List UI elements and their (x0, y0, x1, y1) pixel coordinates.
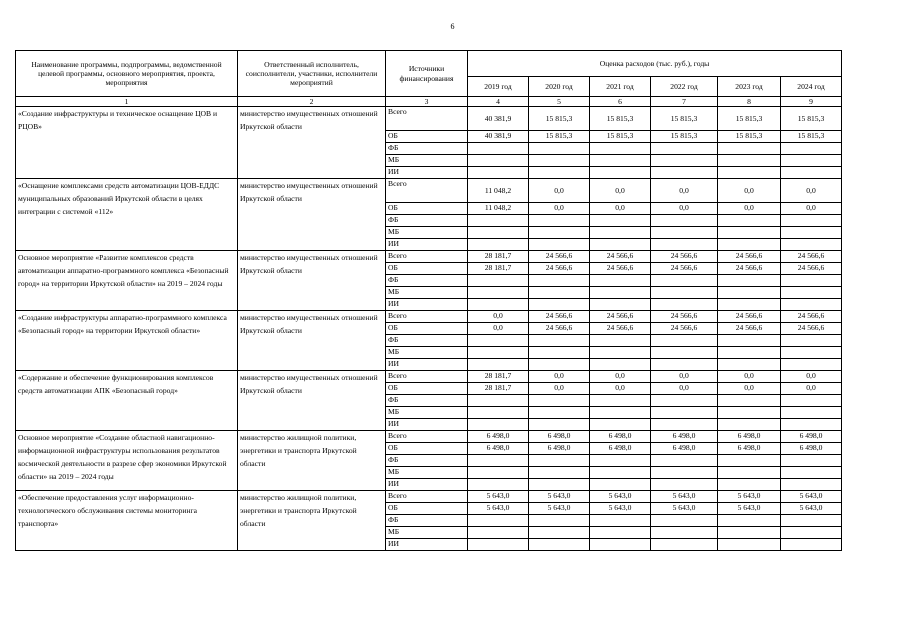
column-number: 4 (468, 97, 529, 107)
value-cell (468, 227, 529, 239)
funding-source-cell: ИИ (386, 479, 468, 491)
program-name-cell: «Содержание и обеспечение функционирования комплексов средств автоматизации АПК «Безопасный город» (16, 371, 238, 431)
value-cell (718, 215, 781, 227)
value-cell (718, 527, 781, 539)
value-cell (590, 239, 651, 251)
executor-cell: министерство имущественных отношений Иркутской области (238, 107, 386, 179)
value-cell: 0,0 (468, 323, 529, 335)
value-cell (529, 155, 590, 167)
value-cell (781, 299, 842, 311)
value-cell (529, 347, 590, 359)
program-name-cell: «Создание инфраструктуры аппаратно-программного комплекса «Безопасный город» на территории Иркутской области» (16, 311, 238, 371)
value-cell: 28 181,7 (468, 263, 529, 275)
value-cell (651, 419, 718, 431)
value-cell (651, 527, 718, 539)
value-cell: 24 566,6 (718, 323, 781, 335)
value-cell: 6 498,0 (781, 431, 842, 443)
value-cell: 24 566,6 (590, 263, 651, 275)
value-cell (590, 347, 651, 359)
value-cell: 24 566,6 (590, 323, 651, 335)
value-cell (718, 239, 781, 251)
value-cell: 11 048,2 (468, 179, 529, 203)
value-cell: 5 643,0 (529, 491, 590, 503)
value-cell: 5 643,0 (718, 491, 781, 503)
value-cell: 15 815,3 (590, 107, 651, 131)
value-cell (529, 215, 590, 227)
value-cell: 28 181,7 (468, 371, 529, 383)
value-cell: 24 566,6 (651, 323, 718, 335)
table-row (16, 431, 842, 443)
value-cell: 24 566,6 (718, 251, 781, 263)
value-cell (590, 395, 651, 407)
value-cell (468, 359, 529, 371)
funding-source-cell: МБ (386, 407, 468, 419)
value-cell (468, 455, 529, 467)
value-cell (781, 455, 842, 467)
funding-source-cell: ОБ (386, 203, 468, 215)
expense-table (15, 50, 842, 551)
table-body (16, 107, 842, 551)
program-name-cell: «Оснащение комплексами средств автоматизации ЦОВ-ЕДДС муниципальных образований Иркутской области в целях интеграции с системой «112» (16, 179, 238, 251)
value-cell (718, 287, 781, 299)
value-cell (651, 479, 718, 491)
value-cell (590, 515, 651, 527)
value-cell: 24 566,6 (718, 263, 781, 275)
value-cell (651, 335, 718, 347)
funding-source-cell: ОБ (386, 383, 468, 395)
value-cell (718, 467, 781, 479)
value-cell (651, 407, 718, 419)
funding-source-cell: Всего (386, 311, 468, 323)
executor-cell: министерство имущественных отношений Иркутской области (238, 251, 386, 311)
value-cell (781, 239, 842, 251)
value-cell (718, 407, 781, 419)
value-cell (590, 455, 651, 467)
program-name-cell: Основное мероприятие «Создание областной навигационно-информационной инфраструктуры использования результатов космической деятельности в разрезе сфер экономики Иркутской области» на 2019 – 2024 годы (16, 431, 238, 491)
value-cell (468, 239, 529, 251)
value-cell (590, 479, 651, 491)
page-number: 6 (450, 22, 455, 31)
value-cell (590, 359, 651, 371)
header-source: Источники финансирования (386, 51, 468, 97)
header-year: 2023 год (718, 77, 781, 97)
value-cell (781, 395, 842, 407)
column-number: 7 (651, 97, 718, 107)
column-number: 2 (238, 97, 386, 107)
value-cell (651, 167, 718, 179)
program-name-cell: Основное мероприятие «Развитие комплексов средств автоматизации аппаратно-программного комплекса «Безопасный город» на территории Иркутской области» на 2019 – 2024 годы (16, 251, 238, 311)
value-cell: 15 815,3 (718, 107, 781, 131)
funding-source-cell: Всего (386, 431, 468, 443)
value-cell (718, 347, 781, 359)
value-cell (781, 155, 842, 167)
value-cell: 15 815,3 (529, 131, 590, 143)
funding-source-cell: Всего (386, 491, 468, 503)
value-cell (590, 155, 651, 167)
funding-source-cell: ИИ (386, 167, 468, 179)
value-cell: 5 643,0 (590, 503, 651, 515)
value-cell: 0,0 (590, 371, 651, 383)
value-cell (781, 359, 842, 371)
funding-source-cell: МБ (386, 155, 468, 167)
value-cell (781, 407, 842, 419)
value-cell (590, 467, 651, 479)
table-row (16, 311, 842, 323)
value-cell (529, 467, 590, 479)
value-cell: 6 498,0 (718, 443, 781, 455)
value-cell (529, 275, 590, 287)
program-name-cell: «Обеспечение предоставления услуг информационно-технологического обслуживания системы мониторинга транспорта» (16, 491, 238, 551)
table-row (16, 107, 842, 131)
value-cell: 28 181,7 (468, 383, 529, 395)
value-cell: 5 643,0 (781, 503, 842, 515)
value-cell: 24 566,6 (529, 323, 590, 335)
value-cell: 6 498,0 (651, 431, 718, 443)
value-cell: 6 498,0 (590, 443, 651, 455)
value-cell (590, 335, 651, 347)
value-cell (781, 539, 842, 551)
funding-source-cell: ФБ (386, 335, 468, 347)
value-cell (718, 167, 781, 179)
value-cell: 0,0 (651, 383, 718, 395)
value-cell: 0,0 (781, 371, 842, 383)
funding-source-cell: МБ (386, 287, 468, 299)
value-cell: 24 566,6 (781, 323, 842, 335)
value-cell (468, 335, 529, 347)
value-cell: 0,0 (781, 203, 842, 215)
value-cell (529, 227, 590, 239)
value-cell (651, 215, 718, 227)
column-number: 8 (718, 97, 781, 107)
value-cell (718, 419, 781, 431)
value-cell (590, 419, 651, 431)
value-cell (781, 515, 842, 527)
value-cell (651, 227, 718, 239)
value-cell: 5 643,0 (781, 491, 842, 503)
value-cell: 0,0 (718, 371, 781, 383)
value-cell (718, 539, 781, 551)
value-cell (468, 395, 529, 407)
value-cell: 6 498,0 (651, 443, 718, 455)
executor-cell: министерство жилищной политики, энергетики и транспорта Иркутской области (238, 431, 386, 491)
value-cell: 24 566,6 (529, 263, 590, 275)
value-cell (468, 515, 529, 527)
value-cell (529, 299, 590, 311)
header-year: 2019 год (468, 77, 529, 97)
value-cell: 0,0 (468, 311, 529, 323)
funding-source-cell: ФБ (386, 143, 468, 155)
funding-source-cell: ИИ (386, 539, 468, 551)
value-cell (781, 527, 842, 539)
executor-cell: министерство имущественных отношений Иркутской области (238, 311, 386, 371)
value-cell: 15 815,3 (718, 131, 781, 143)
value-cell: 6 498,0 (718, 431, 781, 443)
funding-source-cell: ИИ (386, 419, 468, 431)
value-cell (468, 527, 529, 539)
value-cell: 0,0 (718, 383, 781, 395)
value-cell: 6 498,0 (590, 431, 651, 443)
value-cell (590, 299, 651, 311)
value-cell: 24 566,6 (529, 251, 590, 263)
value-cell (590, 527, 651, 539)
table-row (16, 251, 842, 263)
column-number: 6 (590, 97, 651, 107)
value-cell (781, 479, 842, 491)
funding-source-cell: ОБ (386, 131, 468, 143)
value-cell: 6 498,0 (468, 443, 529, 455)
value-cell (590, 539, 651, 551)
value-cell: 5 643,0 (529, 503, 590, 515)
value-cell: 24 566,6 (651, 311, 718, 323)
funding-source-cell: ОБ (386, 443, 468, 455)
value-cell: 0,0 (651, 179, 718, 203)
value-cell (651, 359, 718, 371)
value-cell (529, 515, 590, 527)
value-cell: 5 643,0 (590, 491, 651, 503)
value-cell (781, 275, 842, 287)
executor-cell: министерство имущественных отношений Иркутской области (238, 371, 386, 431)
funding-source-cell: ОБ (386, 263, 468, 275)
value-cell: 5 643,0 (468, 491, 529, 503)
value-cell: 15 815,3 (781, 107, 842, 131)
value-cell (529, 167, 590, 179)
value-cell (718, 275, 781, 287)
value-cell (718, 227, 781, 239)
value-cell: 0,0 (590, 203, 651, 215)
header-year: 2021 год (590, 77, 651, 97)
value-cell (529, 419, 590, 431)
value-cell: 0,0 (590, 383, 651, 395)
value-cell (529, 539, 590, 551)
value-cell (468, 539, 529, 551)
funding-source-cell: Всего (386, 371, 468, 383)
header-executor: Ответственный исполнитель, соисполнители, участники, исполнители мероприятий (238, 51, 386, 97)
value-cell (718, 359, 781, 371)
value-cell: 0,0 (590, 179, 651, 203)
value-cell (651, 143, 718, 155)
funding-source-cell: Всего (386, 107, 468, 131)
value-cell: 0,0 (718, 203, 781, 215)
funding-source-cell: ИИ (386, 299, 468, 311)
value-cell (651, 299, 718, 311)
value-cell: 24 566,6 (781, 251, 842, 263)
value-cell: 24 566,6 (590, 251, 651, 263)
column-number: 9 (781, 97, 842, 107)
value-cell (781, 419, 842, 431)
value-cell: 5 643,0 (468, 503, 529, 515)
value-cell (590, 407, 651, 419)
funding-source-cell: Всего (386, 179, 468, 203)
value-cell: 0,0 (529, 203, 590, 215)
value-cell (781, 143, 842, 155)
value-cell (718, 155, 781, 167)
value-cell: 5 643,0 (718, 503, 781, 515)
funding-source-cell: ФБ (386, 395, 468, 407)
value-cell: 0,0 (781, 179, 842, 203)
value-cell (468, 479, 529, 491)
funding-source-cell: МБ (386, 227, 468, 239)
value-cell: 6 498,0 (781, 443, 842, 455)
column-number: 5 (529, 97, 590, 107)
header-program: Наименование программы, подпрограммы, ведомственной целевой программы, основного мероприятия, проекта, мероприятия (16, 51, 238, 97)
value-cell (468, 215, 529, 227)
executor-cell: министерство жилищной политики, энергетики и транспорта Иркутской области (238, 491, 386, 551)
value-cell (468, 275, 529, 287)
value-cell: 15 815,3 (651, 107, 718, 131)
funding-source-cell: ИИ (386, 239, 468, 251)
value-cell (651, 467, 718, 479)
value-cell (651, 347, 718, 359)
value-cell (718, 143, 781, 155)
value-cell: 15 815,3 (781, 131, 842, 143)
value-cell (718, 515, 781, 527)
funding-source-cell: ФБ (386, 275, 468, 287)
value-cell (468, 167, 529, 179)
value-cell: 24 566,6 (781, 311, 842, 323)
table-row (16, 491, 842, 503)
value-cell (529, 479, 590, 491)
value-cell (529, 335, 590, 347)
value-cell (468, 467, 529, 479)
value-cell: 40 381,9 (468, 131, 529, 143)
funding-source-cell: МБ (386, 527, 468, 539)
value-cell (590, 215, 651, 227)
value-cell (651, 395, 718, 407)
value-cell (529, 407, 590, 419)
value-cell: 0,0 (529, 371, 590, 383)
header-year: 2022 год (651, 77, 718, 97)
value-cell: 24 566,6 (651, 251, 718, 263)
value-cell (651, 287, 718, 299)
value-cell: 6 498,0 (529, 443, 590, 455)
value-cell (651, 239, 718, 251)
value-cell (468, 347, 529, 359)
table-row (16, 179, 842, 203)
value-cell (529, 395, 590, 407)
funding-source-cell: Всего (386, 251, 468, 263)
value-cell: 15 815,3 (529, 107, 590, 131)
value-cell (781, 287, 842, 299)
value-cell: 24 566,6 (651, 263, 718, 275)
value-cell (781, 347, 842, 359)
value-cell (590, 275, 651, 287)
value-cell: 6 498,0 (529, 431, 590, 443)
value-cell: 0,0 (718, 179, 781, 203)
value-cell (590, 287, 651, 299)
value-cell (468, 155, 529, 167)
value-cell (468, 419, 529, 431)
value-cell (718, 335, 781, 347)
value-cell: 0,0 (651, 203, 718, 215)
value-cell (590, 227, 651, 239)
column-number: 1 (16, 97, 238, 107)
value-cell (590, 143, 651, 155)
value-cell: 0,0 (651, 371, 718, 383)
funding-source-cell: МБ (386, 347, 468, 359)
value-cell: 0,0 (529, 383, 590, 395)
value-cell: 24 566,6 (781, 263, 842, 275)
value-cell (468, 299, 529, 311)
value-cell (781, 467, 842, 479)
value-cell (718, 455, 781, 467)
header-estimate: Оценка расходов (тыс. руб.), годы (468, 51, 842, 77)
value-cell: 5 643,0 (651, 503, 718, 515)
value-cell (781, 167, 842, 179)
value-cell: 24 566,6 (590, 311, 651, 323)
value-cell (529, 239, 590, 251)
value-cell (651, 515, 718, 527)
funding-source-cell: ОБ (386, 503, 468, 515)
header-year: 2020 год (529, 77, 590, 97)
value-cell (529, 287, 590, 299)
value-cell: 15 815,3 (590, 131, 651, 143)
value-cell: 24 566,6 (529, 311, 590, 323)
funding-source-cell: ФБ (386, 215, 468, 227)
value-cell (651, 155, 718, 167)
value-cell (590, 167, 651, 179)
value-cell: 24 566,6 (718, 311, 781, 323)
value-cell (781, 215, 842, 227)
value-cell (718, 299, 781, 311)
value-cell (468, 407, 529, 419)
value-cell (529, 359, 590, 371)
value-cell (651, 455, 718, 467)
value-cell: 0,0 (529, 179, 590, 203)
value-cell (529, 527, 590, 539)
executor-cell: министерство имущественных отношений Иркутской области (238, 179, 386, 251)
funding-source-cell: ФБ (386, 515, 468, 527)
value-cell: 5 643,0 (651, 491, 718, 503)
value-cell (529, 455, 590, 467)
column-number: 3 (386, 97, 468, 107)
program-name-cell: «Создание инфраструктуры и техническое оснащение ЦОВ и РЦОВ» (16, 107, 238, 179)
value-cell: 11 048,2 (468, 203, 529, 215)
value-cell: 28 181,7 (468, 251, 529, 263)
value-cell: 6 498,0 (468, 431, 529, 443)
value-cell (529, 143, 590, 155)
value-cell: 0,0 (781, 383, 842, 395)
value-cell: 40 381,9 (468, 107, 529, 131)
value-cell (651, 275, 718, 287)
funding-source-cell: ФБ (386, 455, 468, 467)
funding-source-cell: МБ (386, 467, 468, 479)
header-year: 2024 год (781, 77, 842, 97)
funding-source-cell: ОБ (386, 323, 468, 335)
funding-source-cell: ИИ (386, 359, 468, 371)
value-cell (651, 539, 718, 551)
value-cell (781, 335, 842, 347)
value-cell (468, 143, 529, 155)
table-row (16, 371, 842, 383)
value-cell (718, 479, 781, 491)
value-cell: 15 815,3 (651, 131, 718, 143)
value-cell (781, 227, 842, 239)
value-cell (468, 287, 529, 299)
value-cell (718, 395, 781, 407)
